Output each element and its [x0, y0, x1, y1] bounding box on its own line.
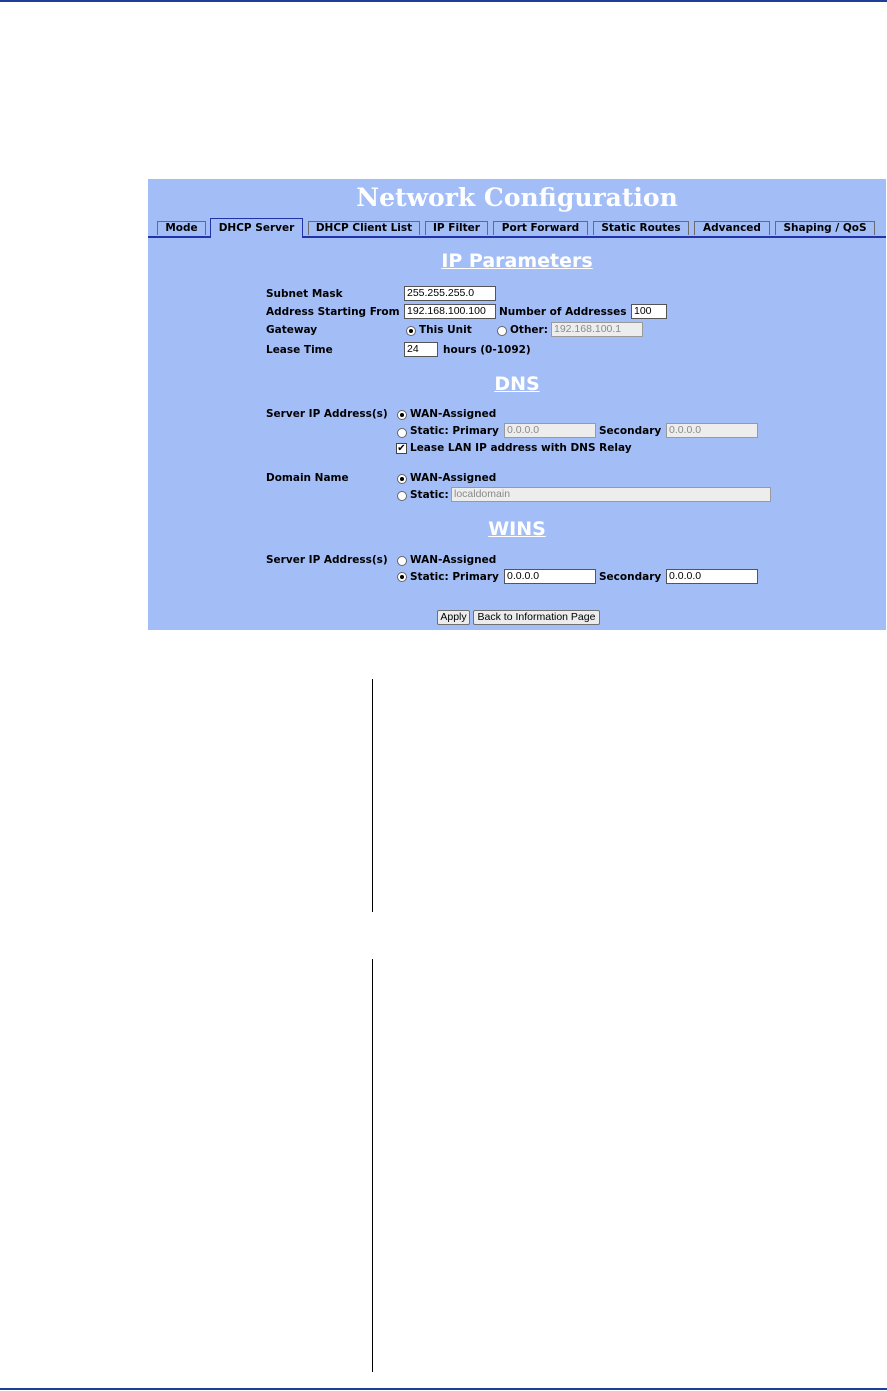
- dns-server-label: Server IP Address(s): [266, 408, 388, 420]
- lease-time-units: hours (0-1092): [443, 344, 531, 356]
- lease-time-input[interactable]: 24: [404, 342, 438, 357]
- tab-dhcp-client-list[interactable]: DHCP Client List: [308, 221, 420, 235]
- wins-wan-assigned-label: WAN-Assigned: [410, 554, 497, 566]
- back-to-info-button[interactable]: Back to Information Page: [473, 610, 600, 625]
- gateway-other-label: Other:: [510, 324, 548, 336]
- dns-wan-assigned-label: WAN-Assigned: [410, 408, 497, 420]
- tab-dhcp-server[interactable]: DHCP Server: [210, 218, 303, 238]
- wins-secondary-input[interactable]: 0.0.0.0: [666, 569, 758, 584]
- wins-primary-input[interactable]: 0.0.0.0: [504, 569, 596, 584]
- wins-secondary-label: Secondary: [599, 571, 662, 583]
- ip-parameters-heading: IP Parameters: [441, 250, 593, 272]
- gateway-this-unit-label: This Unit: [419, 324, 472, 336]
- dns-relay-checkbox[interactable]: ✔: [397, 443, 406, 454]
- tab-static-routes[interactable]: Static Routes: [593, 221, 689, 235]
- gateway-other-radio[interactable]: [497, 326, 507, 336]
- domain-static-input[interactable]: localdomain: [451, 487, 771, 502]
- dns-secondary-label: Secondary: [599, 425, 662, 437]
- tab-port-forward[interactable]: Port Forward: [493, 221, 588, 235]
- tab-advanced[interactable]: Advanced: [694, 221, 770, 235]
- wins-static-primary-label: Static: Primary: [410, 571, 499, 583]
- dns-heading: DNS: [494, 373, 540, 395]
- tab-mode[interactable]: Mode: [157, 221, 206, 235]
- dns-static-primary-label: Static: Primary: [410, 425, 499, 437]
- domain-wan-assigned-label: WAN-Assigned: [410, 472, 497, 484]
- network-config-panel: [148, 179, 886, 630]
- tab-shaping-qos[interactable]: Shaping / QoS: [775, 221, 875, 235]
- domain-static-label: Static:: [410, 489, 449, 501]
- domain-static-radio[interactable]: [397, 491, 407, 501]
- tab-ip-filter[interactable]: IP Filter: [425, 221, 488, 235]
- wins-server-label: Server IP Address(s): [266, 554, 388, 566]
- dns-primary-input[interactable]: 0.0.0.0: [504, 423, 596, 438]
- apply-button[interactable]: Apply: [437, 610, 470, 625]
- dns-wan-assigned-radio[interactable]: [397, 410, 407, 420]
- domain-name-label: Domain Name: [266, 472, 349, 484]
- panel-title: Network Configuration: [356, 183, 678, 212]
- top-rule: [0, 0, 887, 2]
- gateway-this-unit-radio[interactable]: [406, 326, 416, 336]
- subnet-mask-label: Subnet Mask: [266, 288, 343, 300]
- dns-secondary-input[interactable]: 0.0.0.0: [666, 423, 758, 438]
- lease-time-label: Lease Time: [266, 344, 333, 356]
- subnet-mask-input[interactable]: 255.255.255.0: [404, 286, 496, 301]
- dns-relay-label: Lease LAN IP address with DNS Relay: [410, 442, 632, 454]
- wins-static-radio[interactable]: [397, 572, 407, 582]
- num-addresses-label: Number of Addresses: [499, 306, 627, 318]
- address-start-input[interactable]: 192.168.100.100: [404, 304, 496, 319]
- wins-heading: WINS: [488, 518, 546, 540]
- divider-line: [372, 679, 373, 912]
- dns-static-radio[interactable]: [397, 428, 407, 438]
- tab-bar: [148, 220, 886, 238]
- gateway-other-input[interactable]: 192.168.100.1: [551, 322, 643, 337]
- address-start-label: Address Starting From: [266, 306, 400, 318]
- domain-wan-assigned-radio[interactable]: [397, 474, 407, 484]
- wins-wan-assigned-radio[interactable]: [397, 556, 407, 566]
- divider-line: [372, 959, 373, 1372]
- num-addresses-input[interactable]: 100: [631, 304, 667, 319]
- bottom-rule: [0, 1388, 887, 1390]
- gateway-label: Gateway: [266, 324, 318, 336]
